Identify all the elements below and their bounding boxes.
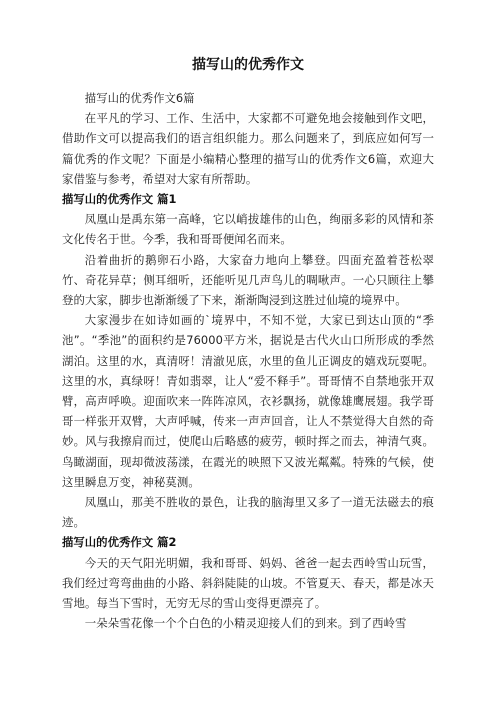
section-heading: 描写山的优秀作文 篇1	[62, 192, 177, 207]
section-paragraph: 大家漫步在如诗如画的`境界中，不知不觉，大家已到达山顶的“季池”。“季池”的面积约是76000平方米，据说是古代火山口所形成的季然湖泊。这里的水，真清呀！清澈见底，水里的鱼儿正调皮的嬉戏玩耍呢。这里的水，真绿呀！青如翡翠，让人“爱不释手”。哥哥情不自禁地张开双臂，高声呼唤。迎面吹来一阵阵凉风，衣衫飘扬，就像雄鹰展翅。我学哥哥一样张开双臂，大声呼喊，传来一声声回音，让人不禁觉得大自然的奇妙。风与我擦肩而过，使爬山后略感的疲劳，顿时挥之而去，神清气爽。鸟瞰湖面，现却微波荡漾，在霞光的映照下又波光粼粼。特殊的气候，使这里瞬息万变，神秘莫测。	[62, 313, 434, 489]
section-paragraph: 凤凰山是禹东第一高峰，它以峭拔雄伟的山色，绚丽多彩的风情和茶文化传名于世。今季，我和哥哥便闻名而来。	[62, 212, 434, 247]
document-title: 描写山的优秀作文	[192, 57, 304, 73]
section-paragraph: 凤凰山，那美不胜收的景色，让我的脑海里又多了一道无法磁去的痕迹。	[62, 495, 434, 530]
document-subtitle: 描写山的优秀作文6篇	[84, 91, 195, 105]
section-heading: 描写山的优秀作文 篇2	[62, 535, 177, 550]
intro-paragraph: 在平凡的学习、工作、生活中，大家都不可避免地会接触到作文吧，借助作文可以提高我们的语言组织能力。那么问题来了，到底应如何写一篇优秀的作文呢？下面是小编精心整理的描写山的优秀作文6篇，欢迎大家借鉴与参考，希望对大家有所帮助。	[62, 111, 434, 186]
essay-section-1	[62, 189, 434, 532]
section-paragraph: 今天的天气阳光明媚，我和哥哥、妈妈、爸爸一起去西岭雪山玩雪，我们经过弯弯曲曲的小路、斜斜陡陡的山坡。不管夏天、春天，都是冰天雪地。每当下雪时，无穷无尽的雪山变得更漂亮了。	[62, 555, 434, 611]
section-paragraph: 沿着曲折的鹅卵石小路，大家奋力地向上攀登。四面充盈着苍松翠竹、奇花异草；侧耳细听，还能听见几声鸟儿的啁啾声。一心只顾往上攀登的大家，脚步也渐渐缓了下来，渐渐陶浸到这胜过仙境的境界中。	[62, 252, 434, 308]
section-paragraph: 一朵朵雪花像一个个白色的小精灵迎接人们的到来。到了西岭雪	[84, 616, 407, 631]
essay-section-2	[62, 532, 434, 633]
